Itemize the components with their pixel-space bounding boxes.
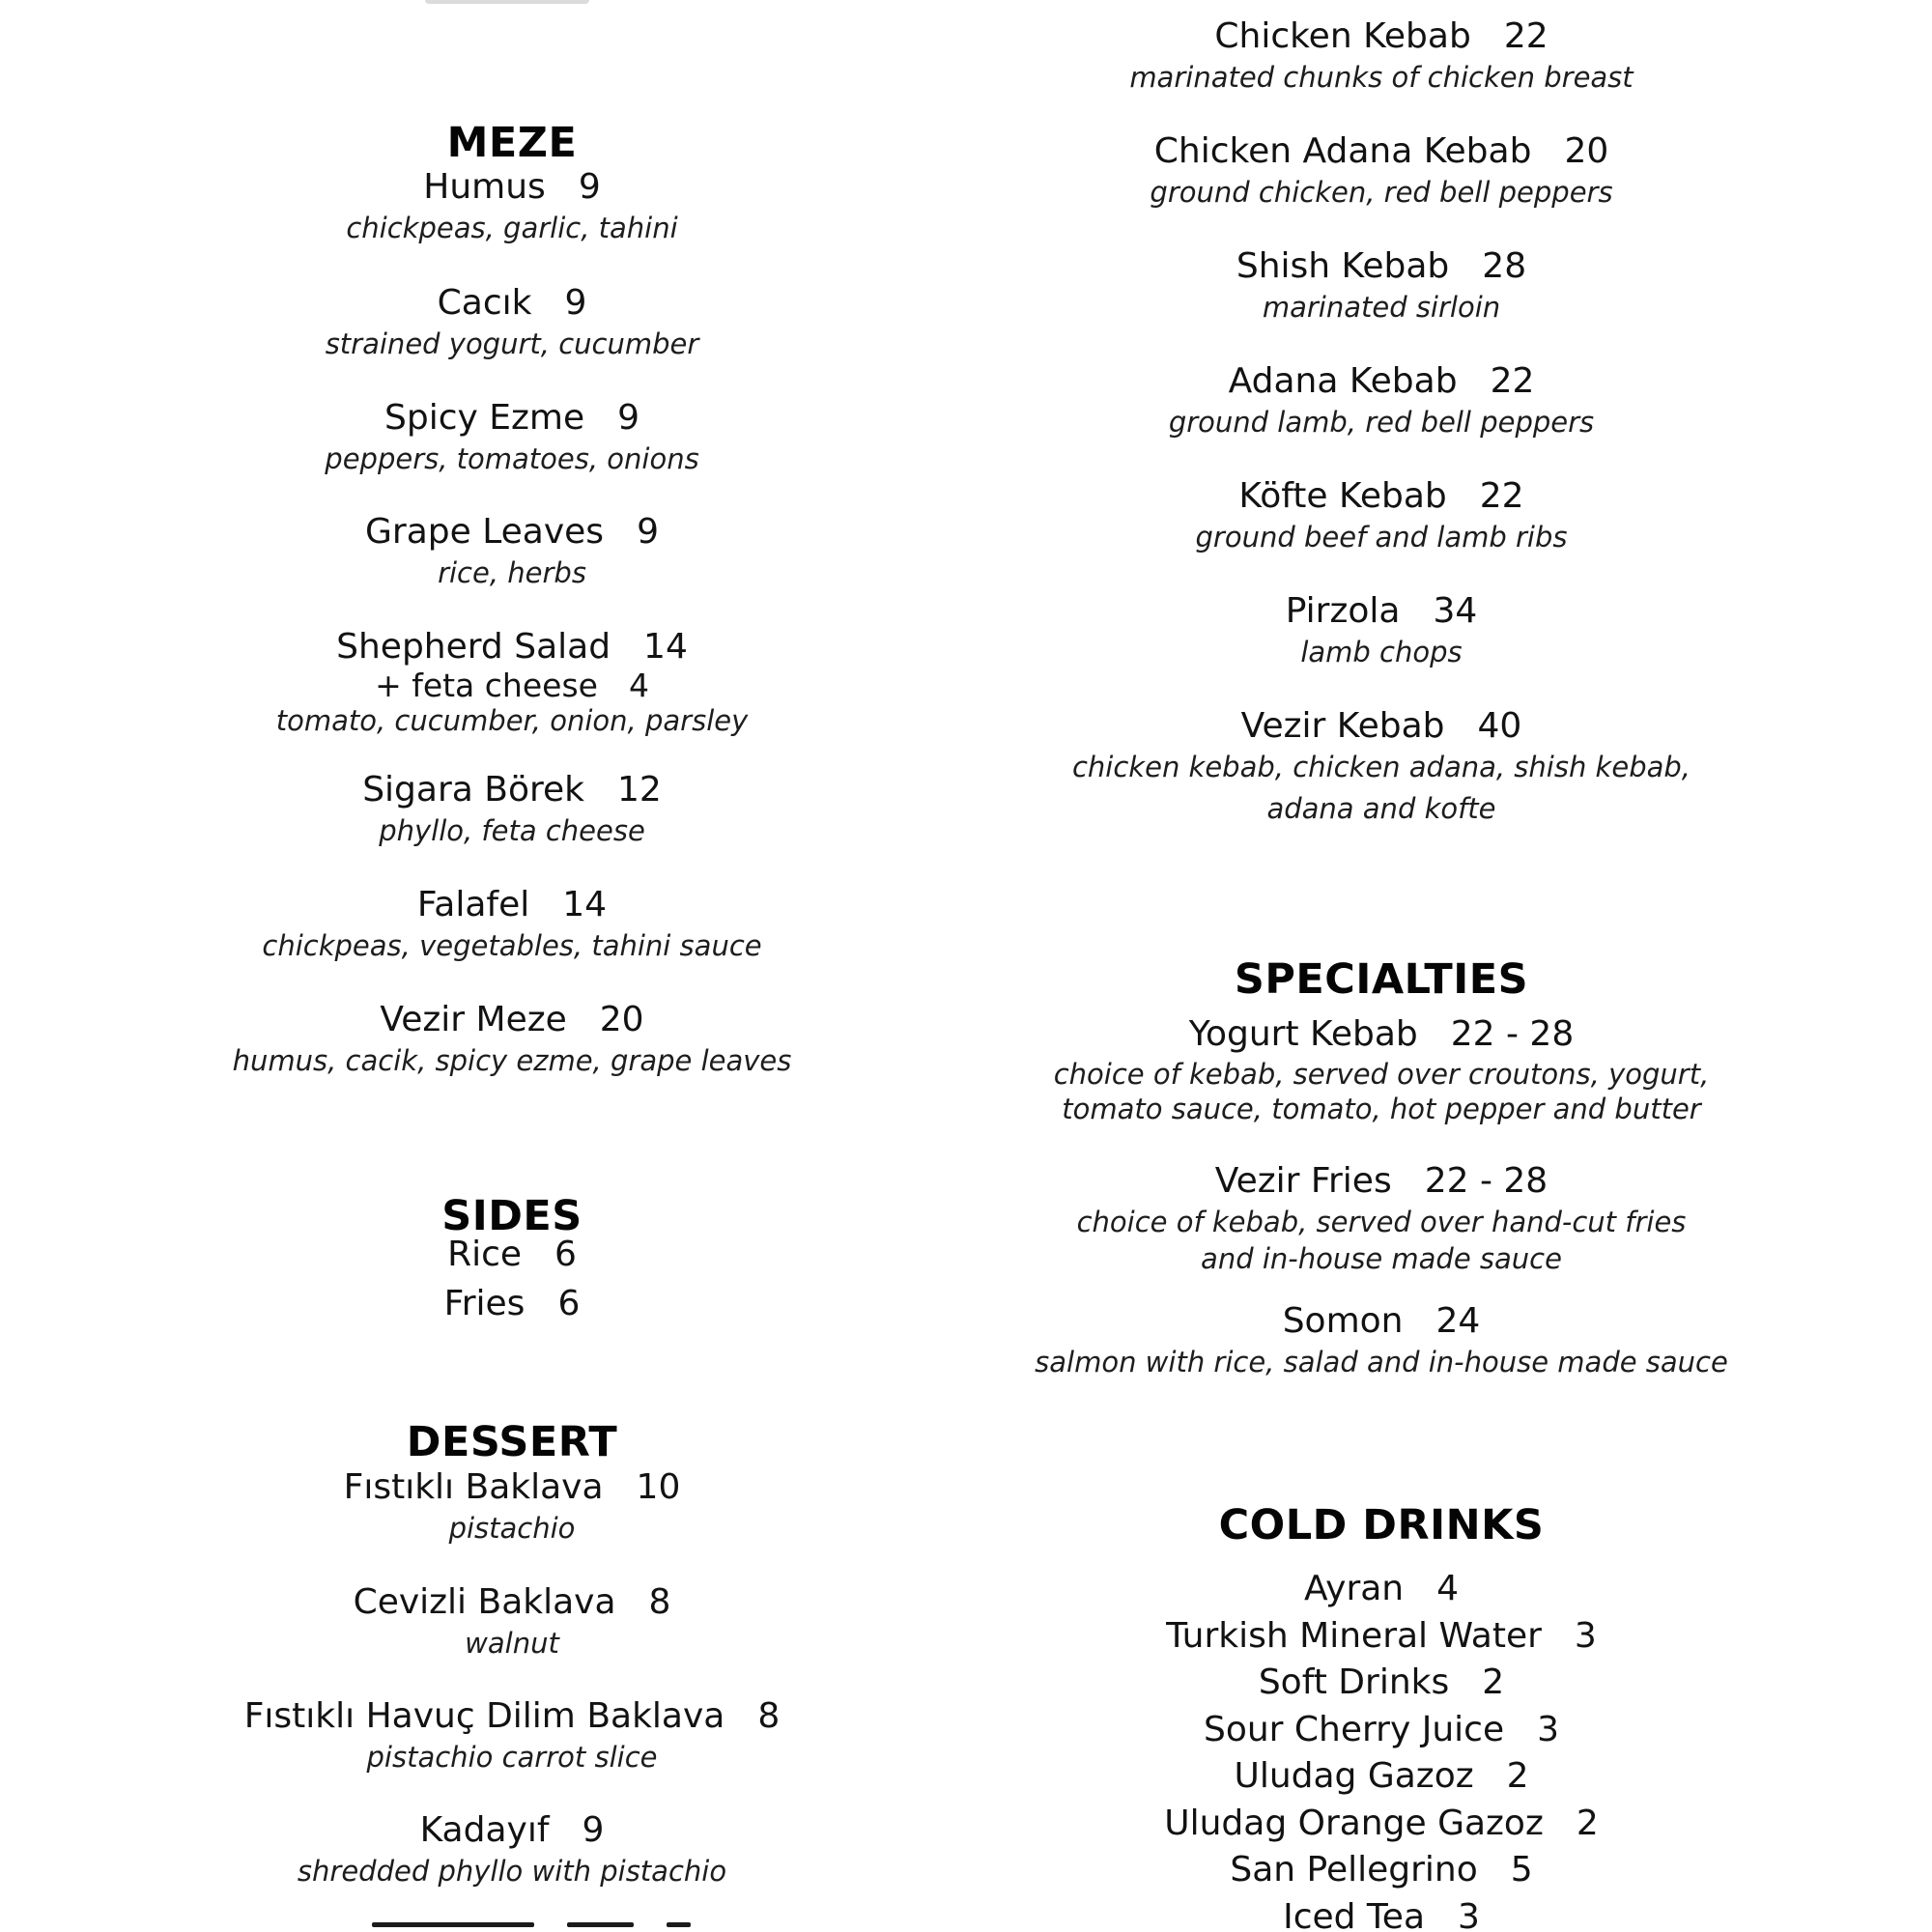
item-description: strained yogurt, cucumber	[325, 327, 699, 360]
item-description: ground beef and lamb ribs	[1195, 521, 1568, 554]
item-description: walnut	[465, 1627, 559, 1660]
item-title-line	[222, 510, 802, 554]
item-name: Ayran	[1303, 1569, 1405, 1608]
item-description: chickpeas, vegetables, tahini sauce	[262, 929, 762, 962]
item-title-line	[222, 396, 802, 440]
item-addon-line	[222, 669, 802, 702]
item-price: 12	[617, 770, 662, 810]
drink-item-san-pellegrino	[1005, 1847, 1758, 1894]
item-title-line	[1005, 244, 1758, 289]
item-name: Vezir Kebab	[1240, 706, 1445, 746]
item-description: lamb chops	[1300, 636, 1463, 668]
item-price: 4	[1436, 1569, 1460, 1608]
item-name: Spicy Ezme	[384, 398, 585, 438]
item-price: 6	[557, 1284, 581, 1323]
clipped-text-mark-1	[372, 1922, 534, 1927]
item-name: Pirzola	[1285, 591, 1401, 631]
item-price: 5	[1510, 1850, 1533, 1889]
clipped-top-text-fragment	[425, 0, 589, 4]
menu-item-sigara-borek	[222, 768, 802, 850]
item-price: 22	[1479, 476, 1524, 516]
menu-item-cevizli-baklava	[222, 1580, 802, 1662]
item-name: Somon	[1282, 1301, 1404, 1341]
item-title-line	[1005, 1159, 1758, 1204]
item-title-line	[222, 1694, 802, 1739]
item-description-line-2: tomato sauce, tomato, hot pepper and butter	[1062, 1093, 1701, 1125]
item-description: pistachio carrot slice	[366, 1741, 658, 1774]
item-price: 28	[1482, 246, 1527, 286]
item-title-line	[1005, 14, 1758, 59]
menu-item-cacik	[222, 281, 802, 363]
item-name: Yogurt Kebab	[1188, 1014, 1418, 1054]
item-title-line	[222, 1580, 802, 1625]
item-name: Turkish Mineral Water	[1166, 1615, 1542, 1656]
menu-item-falafel	[222, 883, 802, 965]
item-price: 9	[617, 398, 639, 438]
addon-label: + feta cheese	[375, 667, 598, 704]
item-price: 3	[1458, 1896, 1480, 1932]
item-title-line	[222, 768, 802, 812]
menu-item-adana-kebab	[1005, 359, 1758, 441]
item-name: Humus	[423, 167, 546, 207]
item-title-line	[222, 998, 802, 1042]
item-price: 20	[599, 1000, 644, 1039]
menu-item-kadayif	[222, 1808, 802, 1890]
item-name: San Pellegrino	[1230, 1850, 1478, 1889]
item-price: 10	[636, 1467, 681, 1507]
item-price: 8	[757, 1696, 781, 1736]
item-title-line	[1005, 704, 1758, 749]
meze-heading: MEZE	[446, 118, 578, 167]
item-description: chickpeas, garlic, tahini	[346, 212, 678, 244]
item-title-line	[1005, 589, 1758, 634]
specialties-heading: SPECIALTIES	[1234, 954, 1529, 1004]
item-description: peppers, tomatoes, onions	[325, 442, 699, 475]
item-title-line	[222, 165, 802, 210]
item-price: 9	[564, 283, 587, 323]
item-price: 22	[1490, 361, 1535, 401]
item-price: 40	[1477, 706, 1522, 746]
item-title-line	[1005, 359, 1758, 404]
item-name: Falafel	[416, 885, 530, 924]
menu-item-kofte-kebab	[1005, 474, 1758, 556]
item-price: 14	[562, 885, 608, 924]
menu-item-chicken-adana-kebab	[1005, 129, 1758, 212]
item-title-line	[222, 1808, 802, 1853]
item-price: 3	[1537, 1709, 1560, 1749]
menu-item-vezir-meze	[222, 998, 802, 1080]
item-name: Shepherd Salad	[336, 627, 611, 667]
item-name: Fıstıklı Baklava	[343, 1467, 604, 1507]
side-item-fries	[222, 1279, 802, 1328]
item-price: 22 - 28	[1450, 1014, 1575, 1054]
item-name: Adana Kebab	[1228, 361, 1458, 401]
item-title-line	[1005, 1012, 1758, 1057]
item-name: Grape Leaves	[365, 512, 605, 552]
item-name: Uludag Gazoz	[1234, 1756, 1474, 1796]
drink-item-sour-cherry-juice	[1005, 1707, 1758, 1754]
item-name: Rice	[447, 1235, 523, 1274]
item-title-line	[222, 883, 802, 927]
clipped-bottom-text-fragment	[372, 1922, 691, 1932]
item-description: pistachio	[448, 1512, 576, 1545]
clipped-text-mark-3	[667, 1922, 691, 1927]
cold-drinks-heading: COLD DRINKS	[1218, 1500, 1545, 1549]
item-price: 34	[1433, 591, 1478, 631]
item-description: phyllo, feta cheese	[379, 814, 645, 847]
item-name: Soft Drinks	[1258, 1662, 1450, 1702]
item-name: Cacık	[437, 283, 532, 323]
menu-item-shepherd-salad	[222, 625, 802, 740]
item-title-line	[222, 281, 802, 326]
addon-price: 4	[628, 667, 649, 704]
item-price: 2	[1576, 1803, 1599, 1843]
item-name: Fıstıklı Havuç Dilim Baklava	[243, 1696, 725, 1736]
drink-item-turkish-mineral-water	[1005, 1613, 1758, 1661]
item-price: 6	[554, 1235, 577, 1274]
item-price: 24	[1435, 1301, 1481, 1341]
item-price: 9	[578, 167, 601, 207]
menu-item-grape-leaves	[222, 510, 802, 592]
item-description: humus, cacik, spicy ezme, grape leaves	[232, 1044, 792, 1077]
menu-item-vezir-fries	[1005, 1159, 1758, 1277]
item-name: Köfte Kebab	[1238, 476, 1447, 516]
item-description-line-1: chicken kebab, chicken adana, shish kebab,	[1071, 751, 1690, 783]
dessert-heading: DESSERT	[406, 1417, 618, 1466]
menu-item-spicy-ezme	[222, 396, 802, 478]
item-description-line-1: choice of kebab, served over hand-cut fries	[1076, 1206, 1687, 1238]
item-description: salmon with rice, salad and in-house made sauce	[1035, 1346, 1728, 1378]
item-name: Vezir Fries	[1214, 1161, 1392, 1201]
menu-item-humus	[222, 165, 802, 247]
menu-item-fistikli-baklava	[222, 1465, 802, 1548]
item-description: ground chicken, red bell peppers	[1150, 176, 1613, 209]
side-item-rice	[222, 1230, 802, 1279]
menu-item-vezir-kebab	[1005, 704, 1758, 831]
clipped-text-mark-2	[567, 1922, 634, 1927]
drink-item-soft-drinks	[1005, 1660, 1758, 1707]
item-description-line-1: choice of kebab, served over croutons, yogurt,	[1053, 1058, 1710, 1091]
item-description: marinated sirloin	[1262, 291, 1501, 324]
item-name: Fries	[443, 1284, 526, 1323]
item-price: 2	[1506, 1756, 1529, 1796]
drink-item-ayran	[1005, 1566, 1758, 1613]
item-title-line	[1005, 129, 1758, 174]
sides-heading: SIDES	[441, 1191, 582, 1240]
cold-drinks-list	[1005, 1566, 1758, 1932]
item-description: marinated chunks of chicken breast	[1129, 61, 1634, 94]
item-name: Cevizli Baklava	[353, 1582, 616, 1622]
item-price: 20	[1564, 131, 1609, 171]
item-description-line-2: and in-house made sauce	[1201, 1242, 1562, 1275]
menu-item-shish-kebab	[1005, 244, 1758, 327]
menu-item-yogurt-kebab	[1005, 1012, 1758, 1126]
item-name: Sigara Börek	[362, 770, 584, 810]
item-description: ground lamb, red bell peppers	[1168, 406, 1595, 439]
item-description: rice, herbs	[438, 556, 586, 589]
drink-item-uludag-orange-gazoz	[1005, 1801, 1758, 1848]
menu-item-chicken-kebab	[1005, 14, 1758, 97]
menu-item-pirzola	[1005, 589, 1758, 671]
menu-item-somon	[1005, 1299, 1758, 1381]
item-name: Chicken Adana Kebab	[1153, 131, 1532, 171]
item-price: 22	[1503, 16, 1548, 56]
drink-item-iced-tea	[1005, 1894, 1758, 1932]
item-description: shredded phyllo with pistachio	[297, 1855, 727, 1888]
item-price: 2	[1482, 1662, 1505, 1702]
item-title-line	[1005, 1299, 1758, 1344]
item-title-line	[222, 625, 802, 669]
item-title-line	[1005, 474, 1758, 519]
menu-item-havuc-dilim-baklava	[222, 1694, 802, 1776]
item-name: Kadayıf	[419, 1810, 550, 1850]
item-name: Shish Kebab	[1236, 246, 1450, 286]
item-name: Sour Cherry Juice	[1203, 1709, 1505, 1749]
item-name: Iced Tea	[1283, 1896, 1426, 1932]
item-description-line-2: adana and kofte	[1266, 792, 1496, 825]
item-price: 22 - 28	[1424, 1161, 1548, 1201]
item-title-line	[222, 1465, 802, 1510]
item-price: 9	[637, 512, 659, 552]
sides-list	[222, 1230, 802, 1328]
item-name: Vezir Meze	[380, 1000, 567, 1039]
drink-item-uludag-gazoz	[1005, 1753, 1758, 1801]
item-price: 3	[1574, 1615, 1597, 1656]
item-name: Chicken Kebab	[1214, 16, 1471, 56]
item-price: 14	[643, 627, 688, 667]
item-name: Uludag Orange Gazoz	[1164, 1803, 1544, 1843]
item-price: 8	[648, 1582, 671, 1622]
item-description: tomato, cucumber, onion, parsley	[275, 704, 749, 737]
item-price: 9	[582, 1810, 605, 1850]
